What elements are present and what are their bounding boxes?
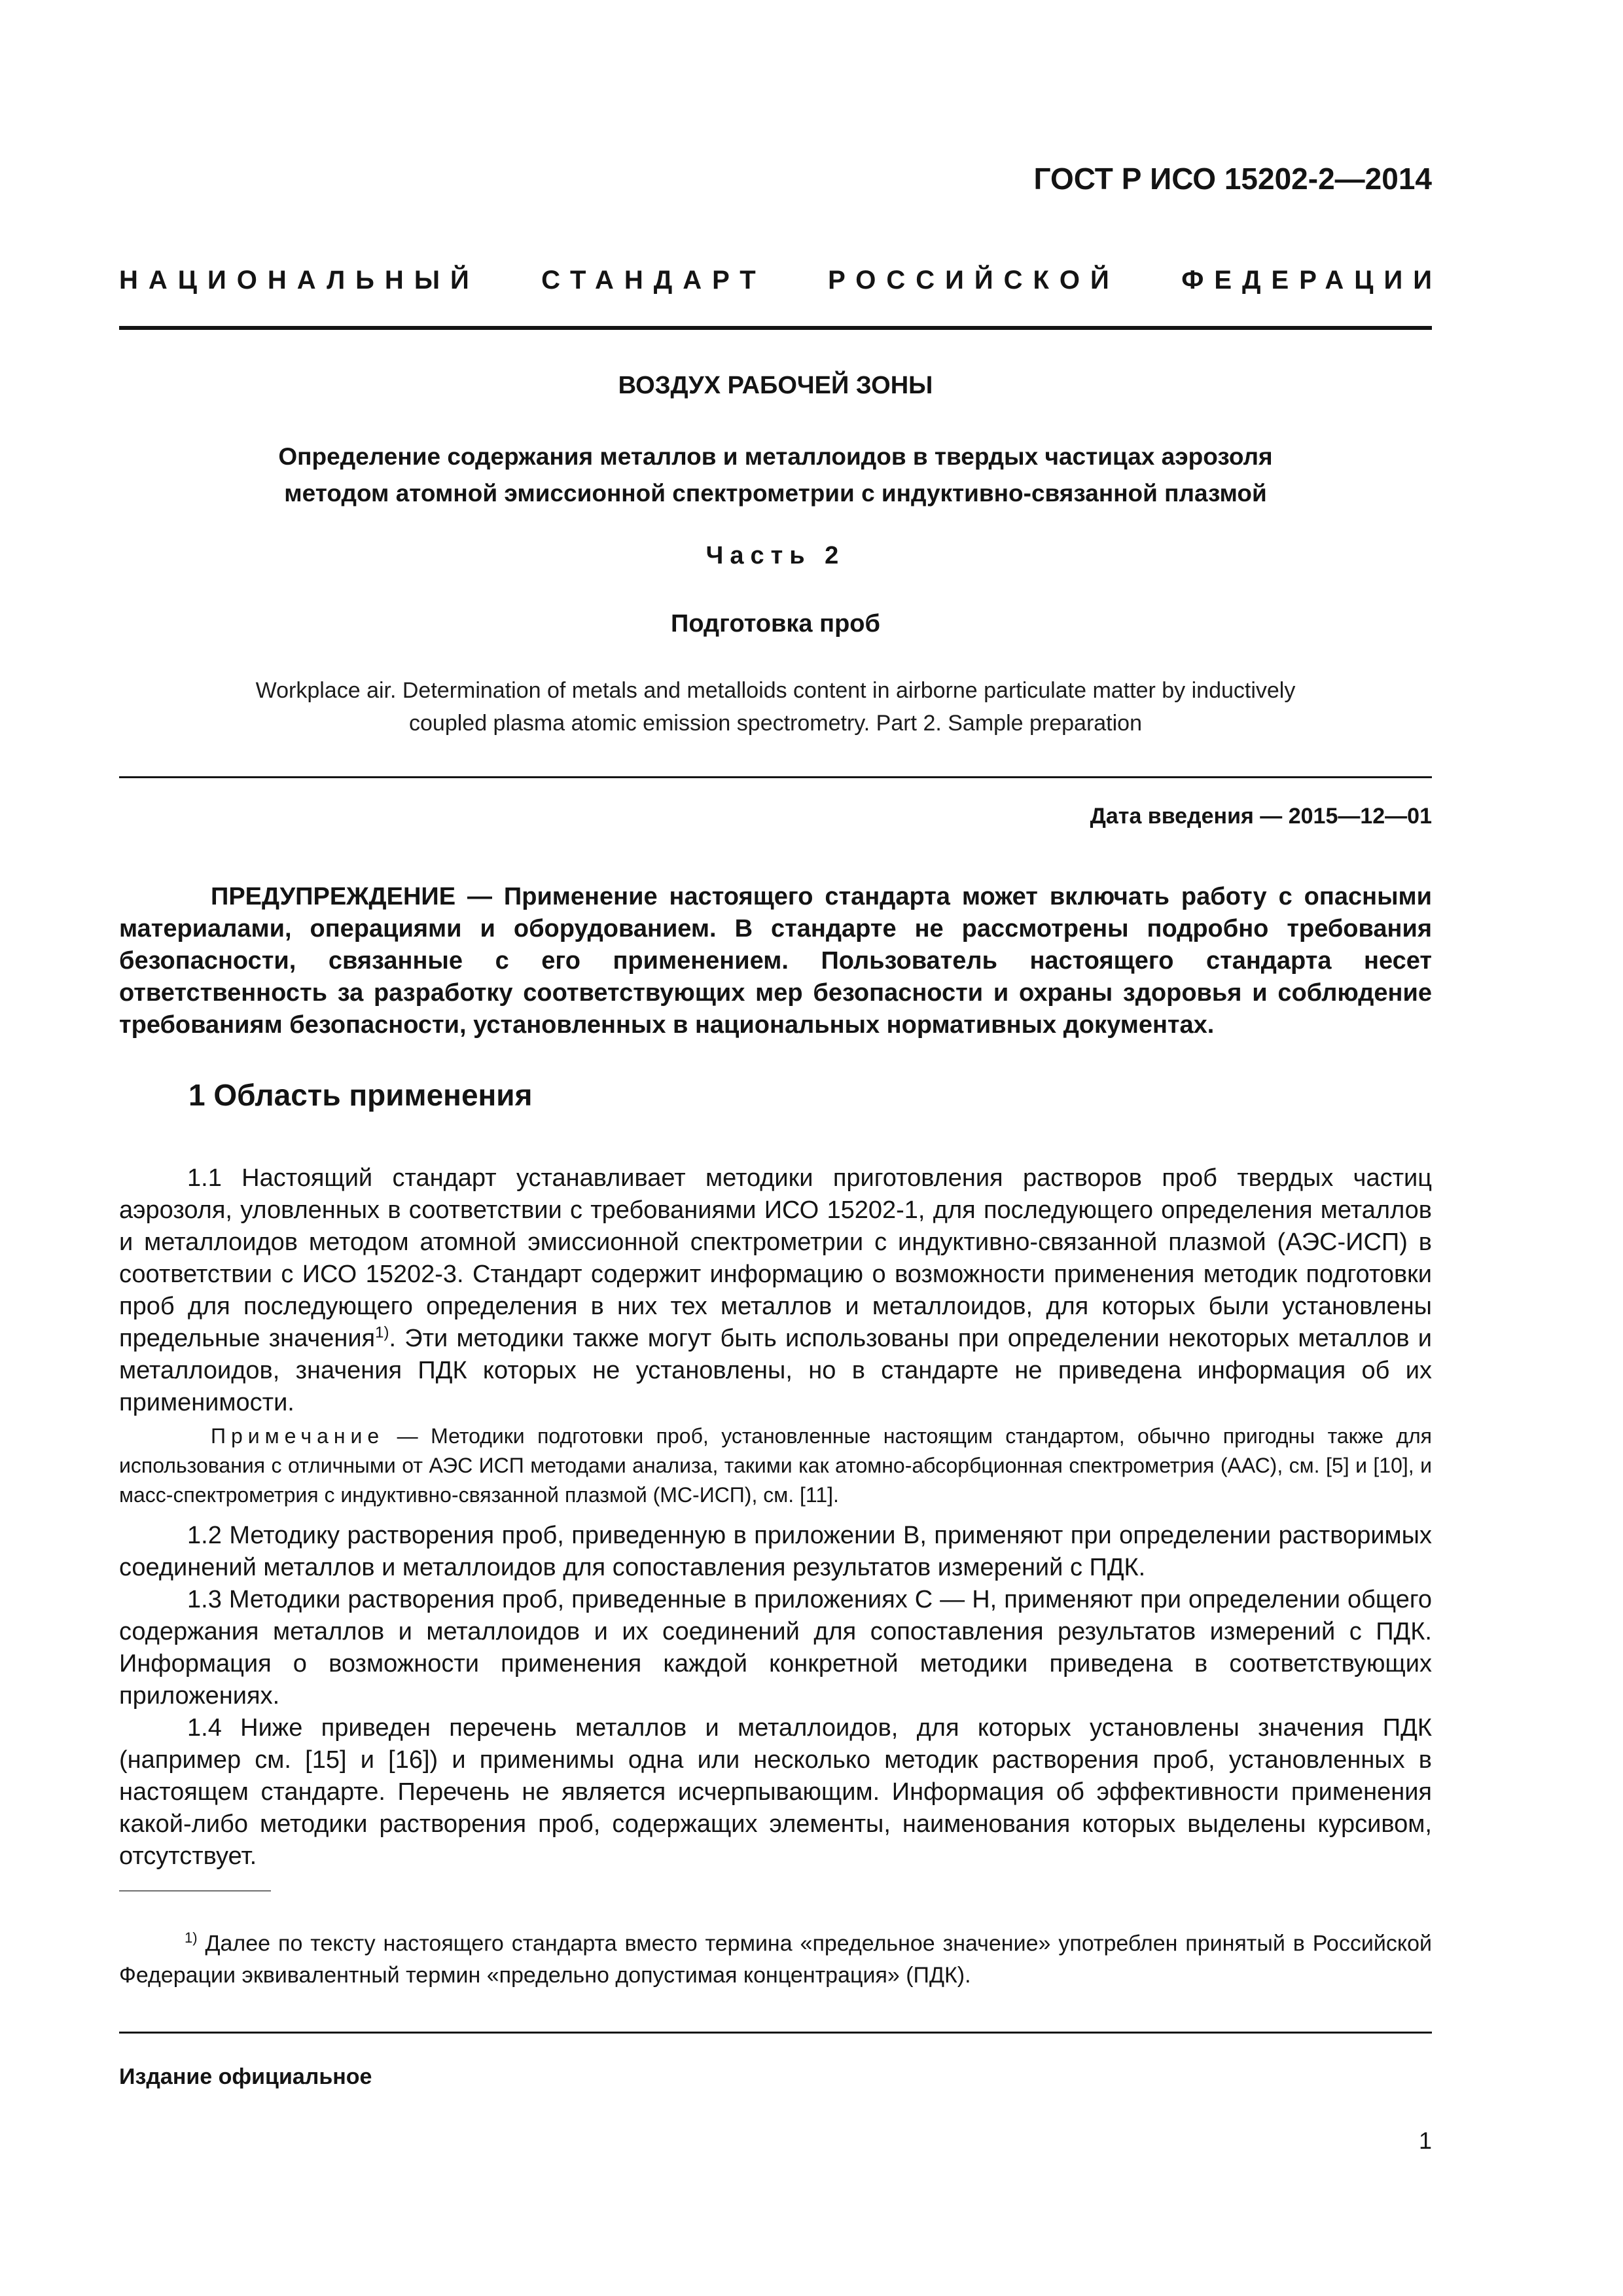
section-heading: 1 Область применения bbox=[188, 1078, 533, 1112]
subtitle-line: Определение содержания металлов и металлоидов в твердых частицах аэрозоля bbox=[278, 443, 1273, 470]
footnote-reference[interactable]: 1) bbox=[375, 1323, 389, 1342]
note-paragraph bbox=[119, 1422, 1432, 1510]
header-word: СТАНДАРТ bbox=[541, 266, 766, 295]
document-title: ВОЗДУХ РАБОЧЕЙ ЗОНЫ bbox=[618, 372, 933, 399]
footnote-text: Далее по тексту настоящего стандарта вместо термина «предельное значение» употреблен принятый в Российской Федерации эквивалентный термин «предельно допустимая концентрация» (ПДК). bbox=[119, 1931, 1432, 1988]
part-number: Часть 2 bbox=[705, 542, 846, 569]
warning-paragraph: ПРЕДУПРЕЖДЕНИЕ — Применение настоящего стандарта может включать работу с опасными материалами, операциями и оборудованием. В стандарте не рассмотрены подробно требования безопасности, связанные с его применением. Пользователь настоящего стандарта несет ответственность за разработку соответствующих мер безопасности и охраны здоровья и соблюдение требованиям безопасности, установленных в национальных нормативных документах. bbox=[119, 883, 1432, 1039]
part-name: Подготовка проб bbox=[671, 610, 880, 637]
footer-rule bbox=[119, 2032, 1432, 2034]
footnote-separator bbox=[119, 1890, 271, 1892]
english-title-line: Workplace air. Determination of metals and metalloids content in airborne particulate matter by inductively bbox=[255, 678, 1296, 703]
clause-1-1 bbox=[119, 1162, 1432, 1419]
standard-code: ГОСТ Р ИСО 15202-2—2014 bbox=[1033, 162, 1432, 196]
national-standard-header bbox=[119, 266, 1442, 295]
document-subtitle bbox=[119, 439, 1432, 512]
english-title bbox=[119, 674, 1432, 740]
subtitle-line: методом атомной эмиссионной спектрометрии с индуктивно-связанной плазмой bbox=[284, 480, 1267, 507]
edition-label: Издание официальное bbox=[119, 2064, 372, 2089]
english-title-line: coupled plasma atomic emission spectrometry. Part 2. Sample preparation bbox=[409, 711, 1142, 736]
header-word: ФЕДЕРАЦИИ bbox=[1181, 266, 1442, 295]
clause-text: . Эти методики также могут быть использованы при определении некоторых металлов и металлоидов, значения ПДК которых не установлены, но в стандарте не приведена информация об их применимости. bbox=[119, 1325, 1432, 1416]
introduction-date: Дата введения — 2015—12—01 bbox=[1090, 804, 1432, 829]
clause-1-4: 1.4 Ниже приведен перечень металлов и металлоидов, для которых установлены значения ПДК (например см. [15] и [16]) и применимы одна или несколько методик растворения проб, установленных в настоящем стандарте. Перечень не является исчерпывающим. Информация об эффективности применения какой-либо методики растворения проб, содержащих элементы, наименования которых выделены курсивом, отсутствует. bbox=[119, 1714, 1432, 1870]
footnote-mark: 1) bbox=[185, 1929, 198, 1946]
clause-text: 1.1 Настоящий стандарт устанавливает методики приготовления растворов проб твердых частиц аэрозоля, уловленных в соответствии с требованиями ИСО 15202-1, для последующего определения металлов и металлоидов методом атомной эмиссионной спектрометрии с индуктивно-связанной плазмой (АЭС-ИСП) в соответствии с ИСО 15202-3. Стандарт содержит информацию о возможности применения методик подготовки проб для последующего определения в них тех металлов и металлоидов, для которых были установлены предельные значения bbox=[119, 1164, 1432, 1352]
header-rule bbox=[119, 326, 1432, 330]
page-number: 1 bbox=[1418, 2127, 1432, 2154]
title-rule bbox=[119, 776, 1432, 778]
header-word: РОССИЙСКОЙ bbox=[828, 266, 1120, 295]
note-text: — Методики подготовки проб, установленные настоящим стандартом, обычно пригодны также для использования с отличными от АЭС ИСП методами анализа, такими как атомно-абсорбционная спектрометрия (ААС), см. [5] и [10], и масс-спектрометрия с индуктивно-связанной плазмой (МС-ИСП), см. [11]. bbox=[119, 1424, 1432, 1507]
note-label: Примечание bbox=[211, 1424, 385, 1448]
footnote bbox=[119, 1922, 1432, 1992]
clause-1-3: 1.3 Методики растворения проб, приведенные в приложениях С — Н, применяют при определении общего содержания металлов и металлоидов и их соединений для сопоставления результатов измерений с ПДК. Информация о возможности применения каждой конкретной методики приведена в соответствующих приложениях. bbox=[119, 1586, 1432, 1710]
header-word: НАЦИОНАЛЬНЫЙ bbox=[119, 266, 480, 295]
clause-1-2: 1.2 Методику растворения проб, приведенную в приложении В, применяют при определении растворимых соединений металлов и металлоидов для сопоставления результатов измерений с ПДК. bbox=[119, 1522, 1432, 1581]
